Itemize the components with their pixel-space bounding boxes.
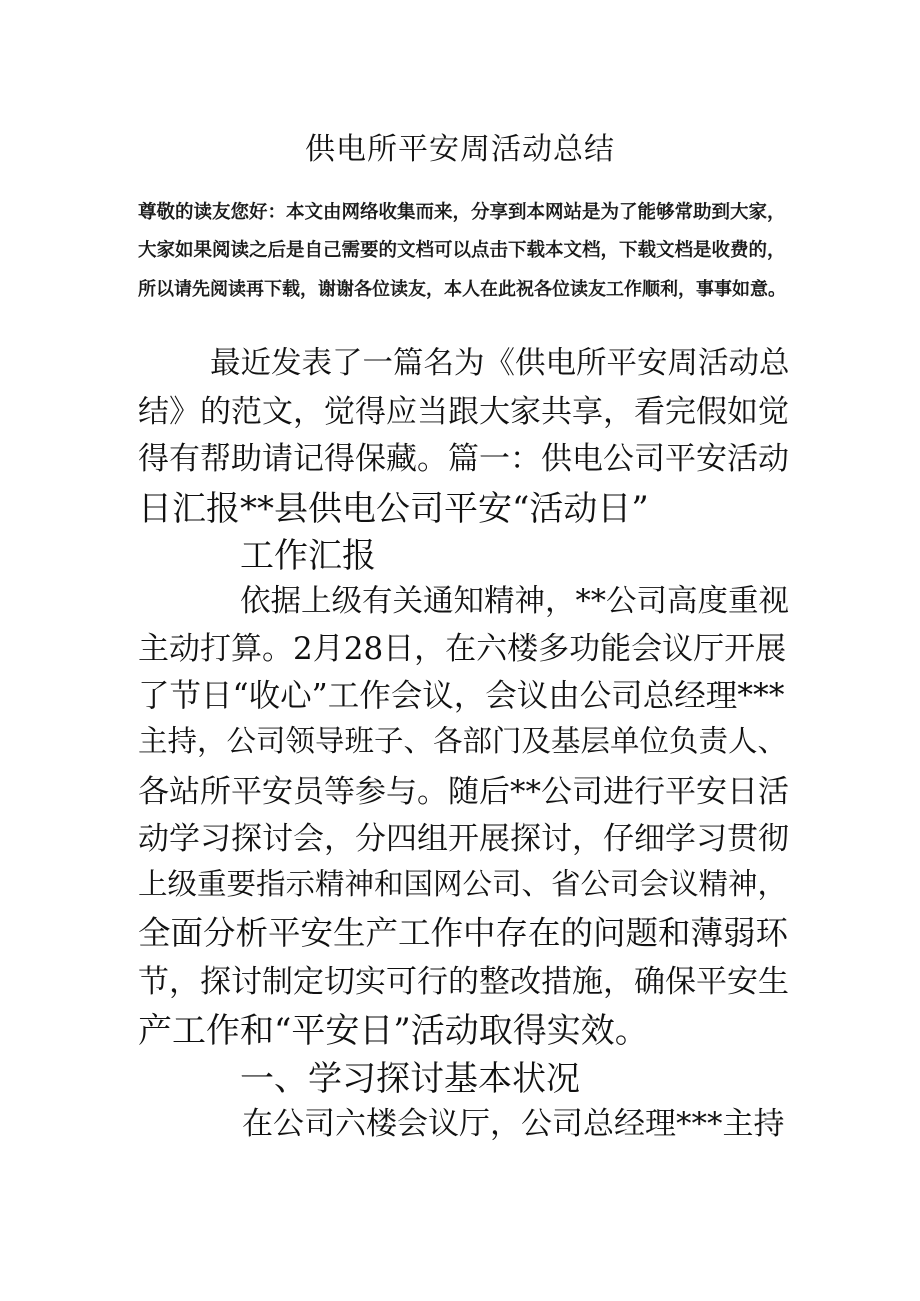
- body-line-3: 得有帮助请记得保藏。篇一：供电公司平安活动: [138, 441, 789, 477]
- section-heading-study-overview: 一、学习探讨基本状况: [240, 1059, 580, 1099]
- notice-line-3: 所以请先阅读再下载，谢谢各位读友，本人在此祝各位读友工作顺利，事事如意。: [138, 279, 786, 300]
- notice-line-1: 尊敬的读友您好：本文由网络收集而来，分享到本网站是为了能够常助到大家，: [138, 202, 786, 223]
- body-line-8: 了节日“收心”工作会议，会议由公司总经理***: [138, 678, 785, 714]
- body-line-10: 各站所平安员等参与。随后**公司进行平安日活: [138, 774, 789, 810]
- body-line-14: 节，探讨制定切实可行的整改措施，确保平安生: [138, 964, 789, 1000]
- body-line-11: 动学习探讨会，分四组开展探讨，仔细学习贯彻: [138, 821, 789, 857]
- section-heading-work-report: 工作汇报: [240, 536, 376, 576]
- body-line-13: 全面分析平安生产工作中存在的问题和薄弱环: [138, 914, 789, 952]
- body-line-1: 最近发表了一篇名为《供电所平安周活动总: [210, 346, 790, 381]
- body-line-9: 主持，公司领导班子、各部门及基层单位负责人、: [138, 724, 788, 758]
- body-line-6: 依据上级有关通知精神，**公司高度重视: [240, 584, 789, 619]
- body-line-15: 产工作和“平安日”活动取得实效。: [138, 1011, 649, 1051]
- body-line-4: 日汇报**县供电公司平安“活动日”: [138, 489, 649, 529]
- body-line-12: 上级重要指示精神和国网公司、省公司会议精神，: [138, 867, 788, 901]
- notice-line-2: 大家如果阅读之后是自己需要的文档可以点击下载本文档，下载文档是收费的，: [138, 240, 786, 261]
- document-title: 供电所平安周活动总结: [305, 132, 615, 167]
- body-line-7: 主动打算。2月28日，在六楼多功能会议厅开展: [138, 631, 787, 667]
- body-line-2: 结》的范文，觉得应当跟大家共享，看完假如觉: [138, 394, 789, 430]
- body-line-17: 在公司六楼会议厅，公司总经理***主持: [242, 1106, 785, 1142]
